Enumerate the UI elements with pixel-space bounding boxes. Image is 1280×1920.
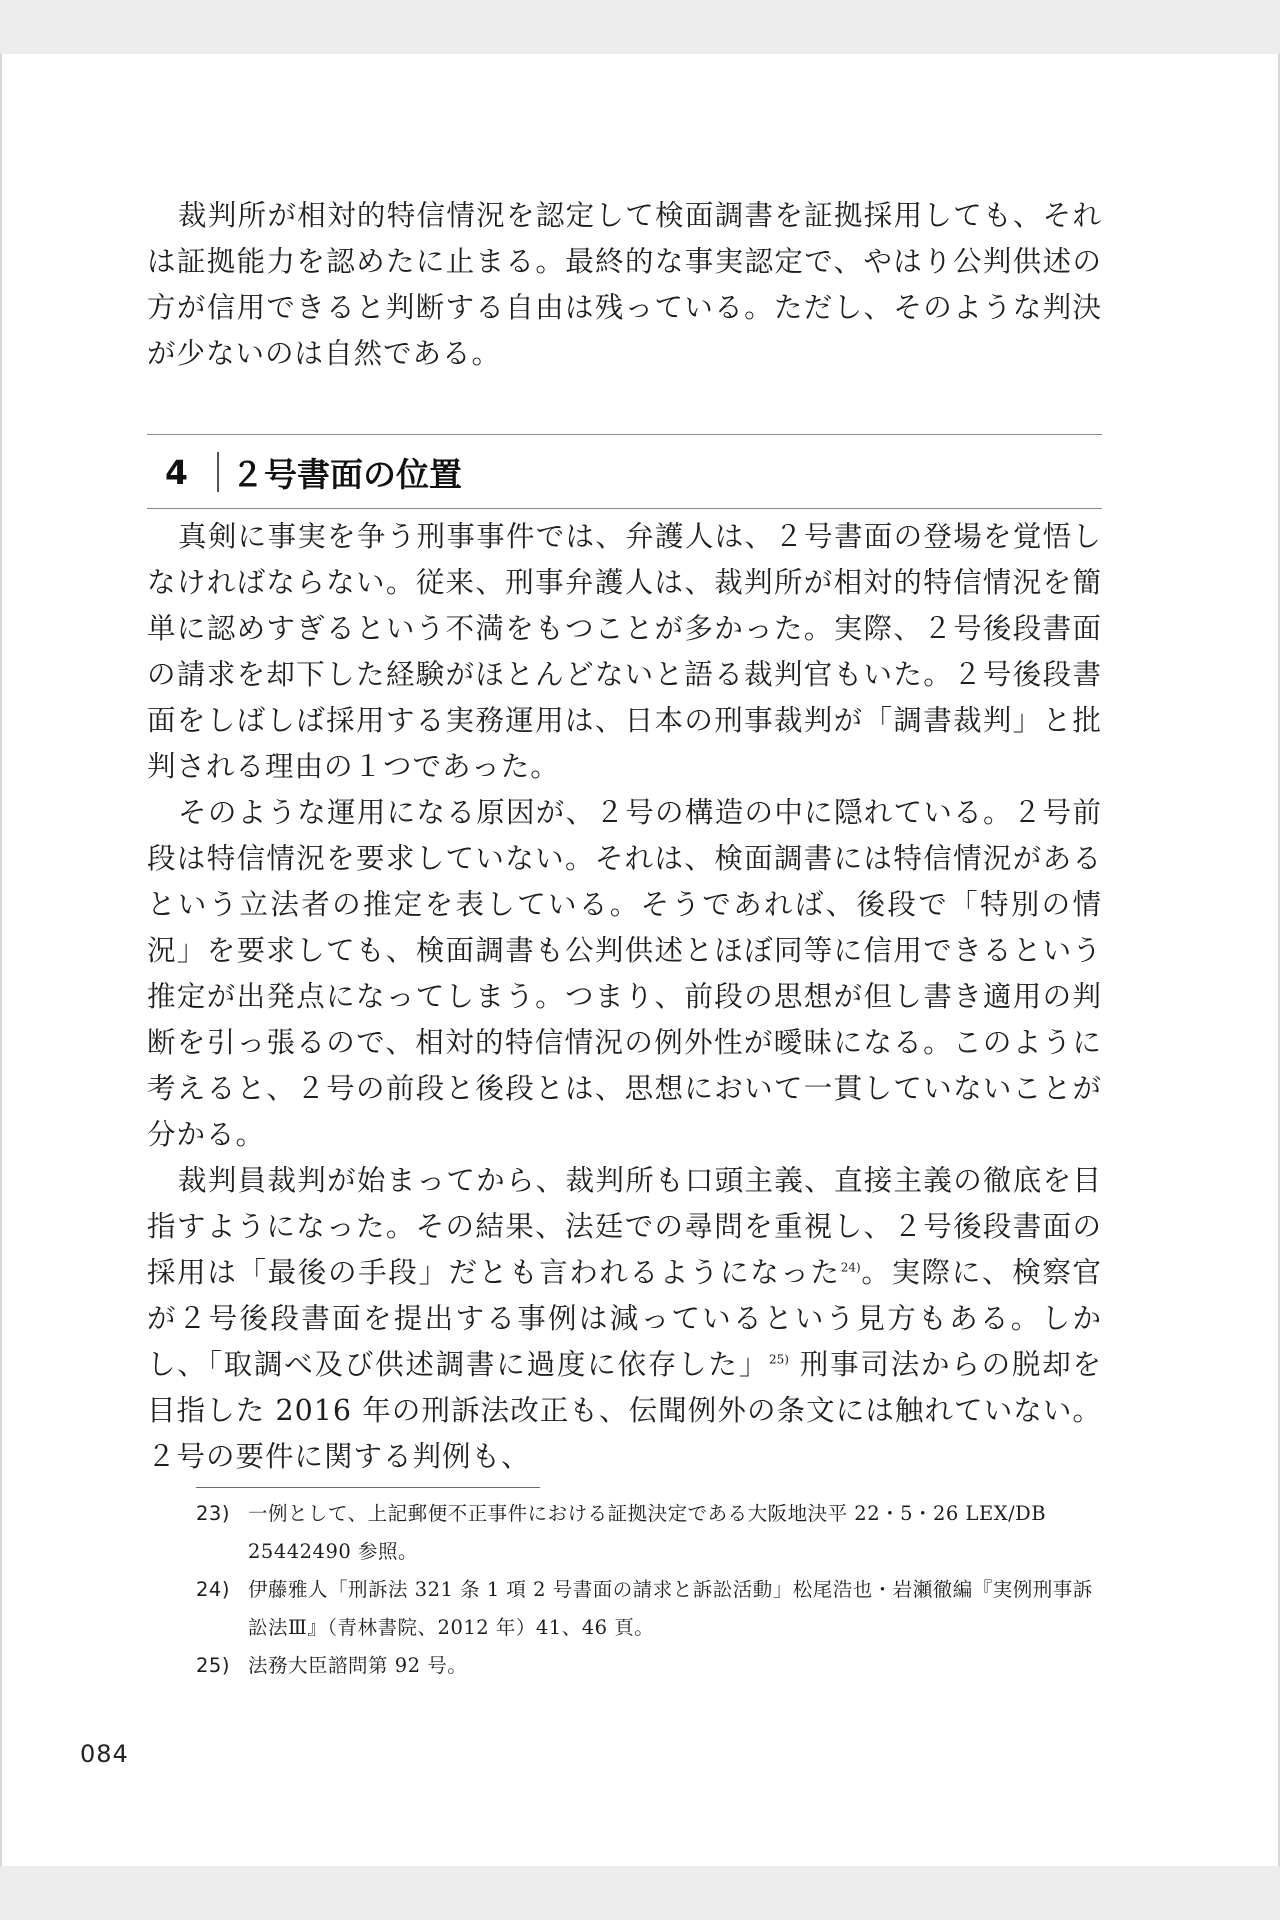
footnote-ref-25: 25) bbox=[769, 1352, 789, 1367]
body-paragraph-3 bbox=[147, 1158, 1102, 1480]
footnote-text: 一例として、上記郵便不正事件における証拠決定である大阪地決平 22・5・26 LEX/DB 25442490 参照。 bbox=[248, 1502, 1047, 1563]
page-number: 084 bbox=[80, 1740, 129, 1768]
section-body bbox=[147, 514, 1102, 1480]
footnote-separator bbox=[196, 1487, 540, 1488]
footnote-25 bbox=[196, 1647, 1102, 1685]
footnote-number: 24) bbox=[196, 1578, 230, 1601]
footnote-23 bbox=[196, 1495, 1102, 1571]
footnote-ref-24: 24) bbox=[840, 1260, 861, 1275]
heading-divider bbox=[217, 452, 219, 492]
heading-top-rule bbox=[147, 434, 1102, 435]
footnote-text: 伊藤雅人「刑訴法 321 条 1 項 2 号書面の請求と訴訟活動」松尾浩也・岩瀬徹編『実例刑事訴訟法Ⅲ』（青林書院、2012 年）41、46 頁。 bbox=[248, 1578, 1093, 1639]
section-heading bbox=[165, 446, 462, 498]
section-title: ２号書面の位置 bbox=[231, 454, 462, 494]
body-paragraph-1: 真剣に事実を争う刑事事件では、弁護人は、２号書面の登場を覚悟しなければならない。従来、刑事弁護人は、裁判所が相対的特信情況を簡単に認めすぎるという不満をもつことが多かった。実際、２号後段書面の請求を却下した経験がほとんどないと語る裁判官もいた。２号後段書面をしばしば採用する実務運用は、日本の刑事裁判が「調書裁判」と批判される理由の１つであった。 bbox=[147, 520, 1102, 783]
footnote-24 bbox=[196, 1571, 1102, 1647]
paragraph-3-text-c: 刑事司法からの脱却を目指した 2016 年の刑訴法改正も、伝聞例外の条文には触れていない。２号の要件に関する判例も、 bbox=[147, 1348, 1102, 1473]
paragraph-3-text-b: 。実際に、検察官が２号後段書面を提出する事例は減っているという見方もある。しかし、「取調べ及び供述調書に過度に依存した」 bbox=[147, 1256, 1102, 1381]
footnotes bbox=[196, 1495, 1102, 1685]
footnote-number: 25) bbox=[196, 1654, 230, 1677]
viewer-top-band bbox=[0, 0, 1280, 54]
intro-paragraph: 裁判所が相対的特信情況を認定して検面調書を証拠採用しても、それは証拠能力を認めたに止まる。最終的な事実認定で、やはり公判供述の方が信用できると判断する自由は残っている。ただし、そのような判決が少ないのは自然である。 bbox=[147, 199, 1102, 370]
footnote-text: 法務大臣諮問第 92 号。 bbox=[248, 1654, 468, 1677]
footnote-number: 23) bbox=[196, 1502, 230, 1525]
viewer-bottom-band bbox=[0, 1866, 1280, 1920]
paragraph-3-text-a: 裁判員裁判が始まってから、裁判所も口頭主義、直接主義の徹底を目指すようになった。その結果、法廷での尋問を重視し、２号後段書面の採用は「最後の手段」だとも言われるようになった bbox=[147, 1164, 1102, 1289]
body-paragraph-2: そのような運用になる原因が、２号の構造の中に隠れている。２号前段は特信情況を要求していない。それは、検面調書には特信情況があるという立法者の推定を表している。そうであれば、後段で「特別の情況」を要求しても、検面調書も公判供述とほぼ同等に信用できるという推定が出発点になってしまう。つまり、前段の思想が但し書き適用の判断を引っ張るので、相対的特信情況の例外性が曖昧になる。このように考えると、２号の前段と後段とは、思想において一貫していないことが分かる。 bbox=[147, 796, 1102, 1151]
heading-bottom-rule bbox=[147, 508, 1102, 509]
page-left-edge bbox=[0, 54, 2, 1866]
section-number: 4 bbox=[165, 452, 188, 492]
